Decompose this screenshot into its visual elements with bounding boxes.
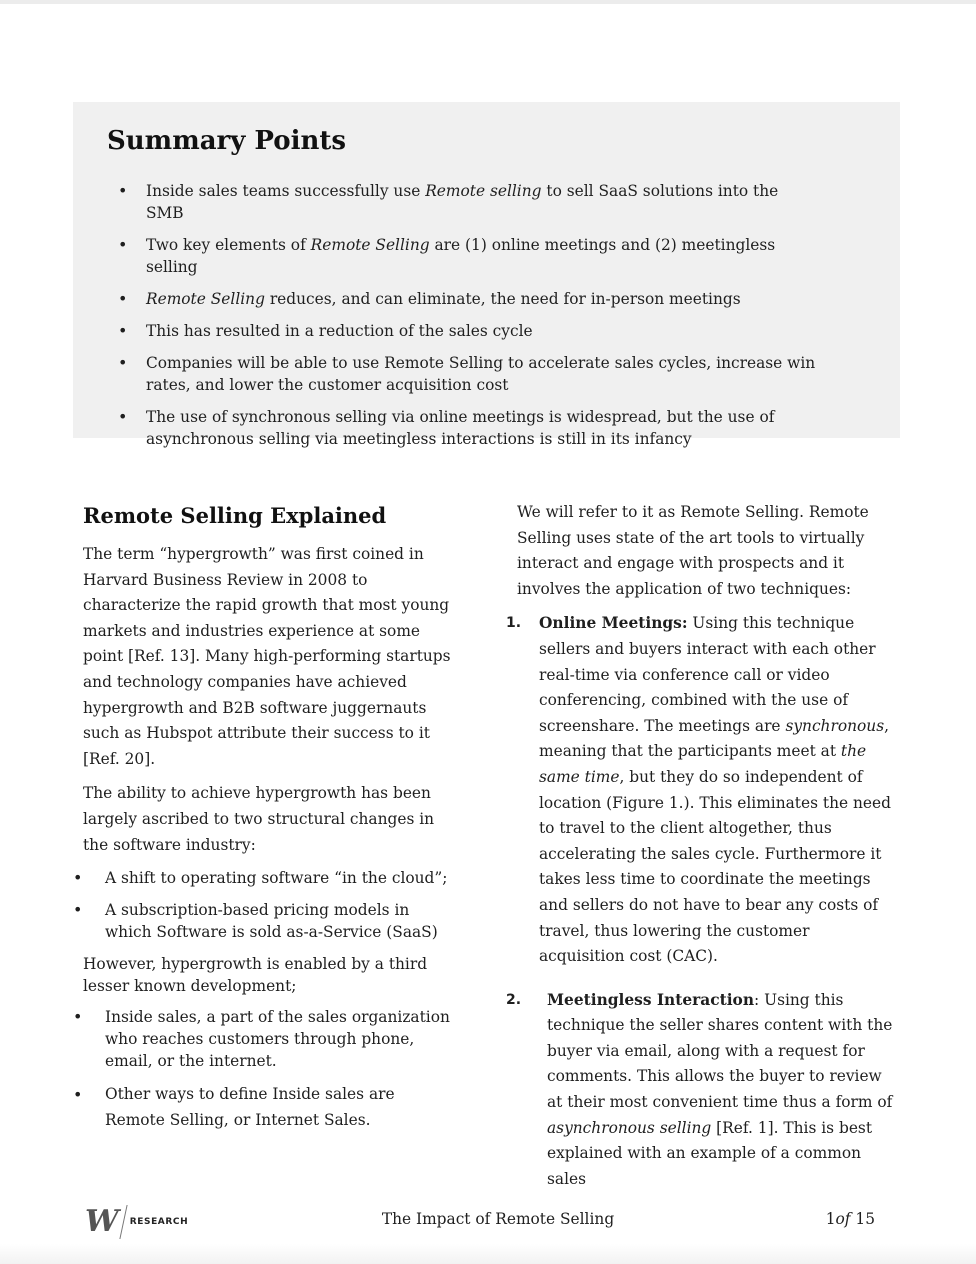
left-column	[83, 500, 455, 1143]
page-footer	[0, 1196, 976, 1244]
bullet-list-changes	[73, 867, 455, 943]
paragraph-intro: We will refer to it as Remote Selling. Remote Selling uses state of the art tools to virtually interact and engage with prospects and it involves the application of two techniques:	[517, 503, 869, 598]
technique-label: Meetingless Interaction	[547, 990, 755, 1009]
summary-item: • This has resulted in a reduction of the sales cycle	[118, 320, 818, 342]
paragraph-structural-changes: The ability to achieve hypergrowth has been largely ascribed to two structural changes in the software industry:	[83, 784, 435, 854]
summary-item: • Inside sales teams successfully use Remote selling to sell SaaS solutions into the SMB	[118, 180, 818, 224]
footer-title: The Impact of Remote Selling	[381, 1210, 615, 1228]
list-item: • A subscription-based pricing models in which Software is sold as-a-Service (SaaS)	[73, 899, 455, 943]
list-number: 2.	[506, 991, 522, 1008]
list-number: 1.	[506, 615, 522, 632]
paragraph-hypergrowth: The term “hypergrowth” was first coined in Harvard Business Review in 2008 to characterize the rapid growth that most young markets and industries experience at some point [Ref. 13]. Many high-performing startups and technology companies have achieved hypergrowth and B2B software juggernauts such as Hubspot attribute their success to it [Ref. 20].	[83, 545, 451, 768]
technique-online-meetings: 1. Online Meetings: Using this technique sellers and buyers interact with each other real-time via conference call or video conferencing, combined with the use of screenshare. The meetings are synchronous, meaning that the participants meet at the same time, but they do so independent of location (Figure 1.). This eliminates the need to travel to the client altogether, thus accelerating the sales cycle. Furthermore it takes less time to coordinate the meetings and sellers do not have to bear any costs of travel, thus lowering the customer acquisition cost (CAC).	[506, 611, 896, 969]
page-number: 1of 15	[825, 1210, 875, 1228]
paragraph-third-development: However, hypergrowth is enabled by a third lesser known development;	[83, 955, 428, 996]
technique-meetingless-interaction: 2. Meetingless Interaction: Using this technique the seller shares content with the buyer via email, along with a request for comments. This allows the buyer to review at their most convenient time thus a form of asynchronous selling [Ref. 1]. This is best explained with an example of a common sales	[506, 988, 896, 1193]
technique-list	[506, 611, 896, 1192]
summary-list	[118, 180, 818, 460]
top-edge	[0, 0, 976, 4]
list-item: • A shift to operating software “in the cloud”;	[73, 867, 455, 889]
summary-box	[73, 102, 900, 448]
summary-item: • Two key elements of Remote Selling are (1) online meetings and (2) meetingless selling	[118, 234, 818, 278]
summary-item: • Companies will be able to use Remote Selling to accelerate sales cycles, increase win rates, and lower the customer acquisition cost	[118, 352, 818, 396]
section-heading: Remote Selling Explained	[83, 503, 387, 528]
logo-text: RESEARCH	[129, 1216, 189, 1227]
summary-title: Summary Points	[107, 126, 347, 156]
summary-item: • The use of synchronous selling via online meetings is widespread, but the use of asynchronous selling via meetingless interactions is still in its infancy	[118, 406, 818, 450]
bottom-edge	[0, 1244, 976, 1264]
right-column	[506, 500, 896, 1210]
list-item: • Inside sales, a part of the sales organization who reaches customers through phone, email, or the internet.	[73, 1006, 455, 1072]
summary-item: • Remote Selling reduces, and can eliminate, the need for in-person meetings	[118, 288, 818, 310]
logo-mark-icon: W	[85, 1204, 115, 1239]
list-item: • Other ways to define Inside sales are Remote Selling, or Internet Sales.	[73, 1082, 455, 1133]
bullet-list-inside-sales	[73, 1006, 455, 1133]
technique-label: Online Meetings:	[539, 614, 688, 633]
